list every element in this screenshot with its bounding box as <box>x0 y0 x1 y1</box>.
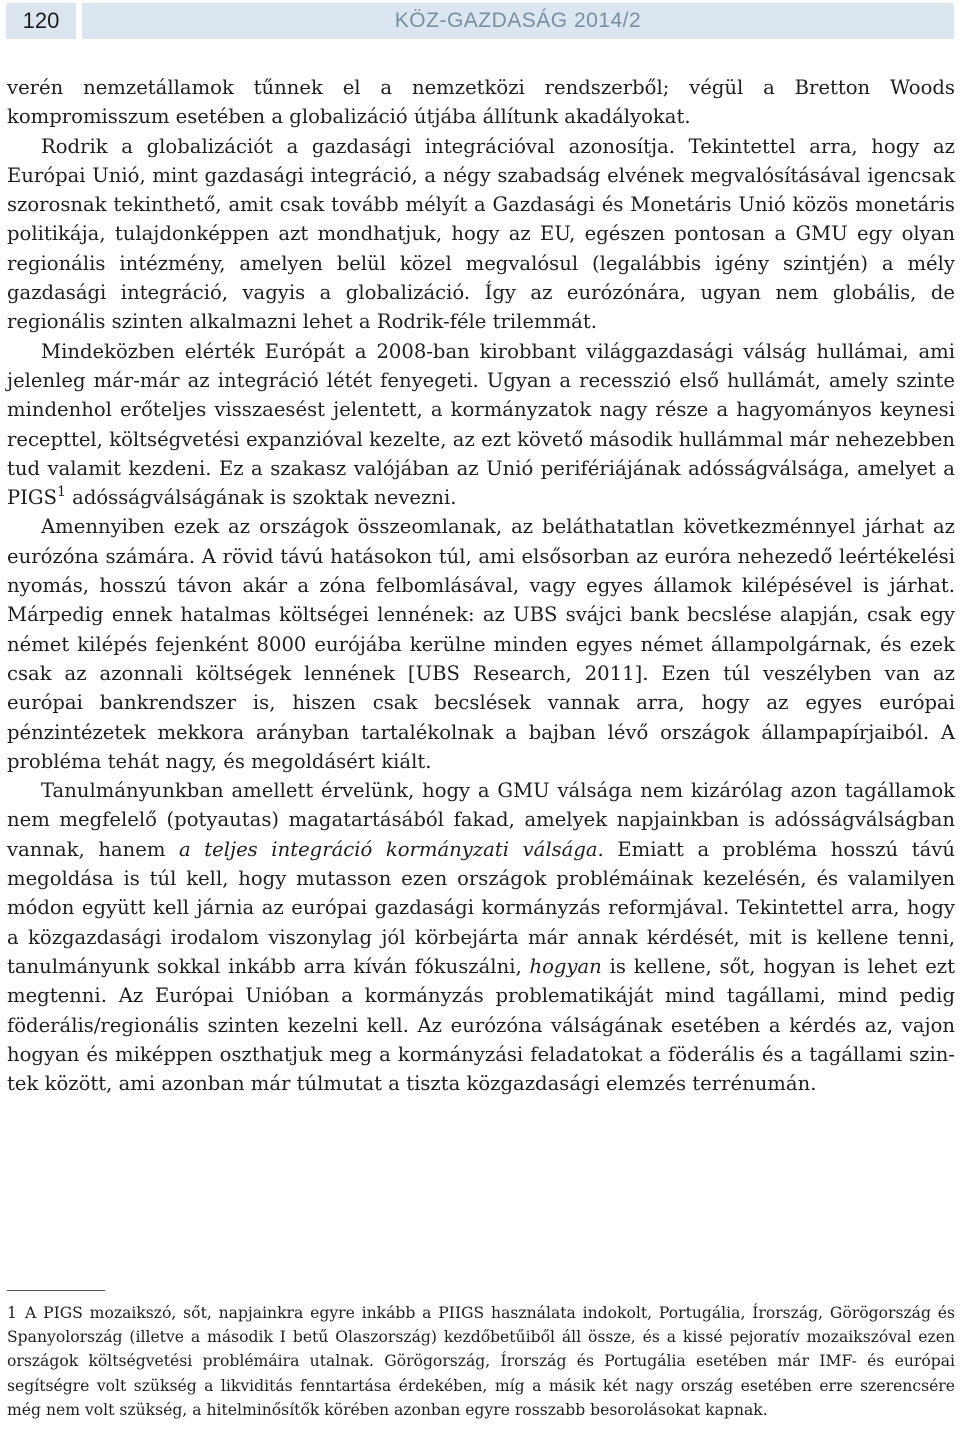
paragraph <box>7 73 955 132</box>
page-number <box>6 3 76 39</box>
text-run: Mindeközben elérték Európát a 2008-ban kirobbant világgazdasági válság hullámai, ami jelenleg már-már az integráció létét fenyegeti. Ugyan a recesszió első hullámát, amely szinte mindenhol erőteljes visszaesést jelentett, a kormányzatok nagy része a hagyományos keynesi recepttel, költségvetési expanzióval kezelte, az ezt követő második hullámmal már nehezebben tud valamit kezdeni. Ez a szakasz valójában az Unió perifériájának adósságválsága, amelyet a PIGS <box>7 339 955 510</box>
footnote-text: A PIGS mozaikszó, sőt, napjainkra egyre inkább a PIIGS használata indokolt, Portugália, Írország, Görögország és Spanyolország (illetve a második I betű Olaszország) kezdőbetűiből áll össze, és a kissé pejoratív mozaikszóval ezen országok költségvetési problémáira utalnak. Görögország, Írország és Portugália esetében már IMF- és európai segítségre volt szükség a likviditás fenntartása érdekében, míg a másik két nagy ország esetében erre szerencsére még nem volt szükség, a hitelminősítők körében azonban egyre rosszabb besorolásokat kapnak. <box>7 1304 955 1419</box>
text-run: is kellene, sőt, hogyan is lehet ezt megtenni. Az Európai Unióban a kormányzás problematikáját mind tagállami, mind pedig föderális/regionális szinten kezelni kell. Az eurózóna válságának esetében a kérdés az, vajon hogyan és miképpen oszthatjuk meg a kormányzási feladatokat a föderális és a tagállami szintek között, ami azonban már túlmutat a tiszta közgazdasági elemzés terrénumán. <box>7 954 955 1096</box>
paragraph <box>7 337 955 513</box>
text-run: Tanulmányunkban amellett érvelünk, hogy a GMU válsága nem kizárólag azon tagállamok nem megfelelő (potyautas) magatartásából fakad, amelyek napjainkban is adósságválságban vannak, hanem <box>7 779 955 861</box>
text-run: . Emiatt a probléma hosszú távú megoldása is túl kell, hogy mutasson ezen országok problémáinak kezelésén, és valamilyen módon együtt kell járnia az európai gazdasági kormányzás reformjával. Tekintettel arra, hogy a közgazdasági irodalom viszonylag jól körbejárta már annak kérdését, mit is kellene tenni, tanulmányunk sokkal inkább arra kíván fókuszálni, <box>7 837 955 978</box>
footnote-paragraph <box>7 1301 955 1422</box>
footnote <box>7 1301 955 1422</box>
footnote-reference: 1 <box>57 484 66 501</box>
footnote-number: 1 <box>7 1304 17 1322</box>
footnote-divider <box>7 1290 105 1291</box>
text-run: adósságválságának is szoktak nevezni. <box>65 486 457 510</box>
journal-title: KÖZ-GAZDASÁG 2014/2 <box>394 9 642 32</box>
article-body <box>7 73 955 1098</box>
emphasized-text: hogyan <box>529 954 602 978</box>
text-run: Rodrik a globalizációt a gazdasági integrációval azonosítja. Tekintettel arra, hogy az Európai Unió, mint gazdasági integráció, a négy szabadság elvének megvalósításával igencsak szorosnak tekinthető, amit csak tovább mélyít a Gazdasági és Monetáris Unió közös monetáris politikája, tulajdonképpen azt mondhatjuk, hogy az EU, egészen pontosan a GMU egy olyan regionális intézmény, amelyen belül közel megvalósul (legalábbis igény szintjén) a mély gazdasági integráció, vagyis a globalizáció. Így az eurózónára, ugyan nem globális, de regionális szinten alkalmazni lehet a Rodrik-féle trilemmát. <box>7 134 955 334</box>
text-run: Amennyiben ezek az országok összeomlanak, az beláthatatlan következménnyel járhat az eurózóna számára. A rövid távú hatásokon túl, ami elsősorban az euróra nehezedő leértékelési nyomás, hosszú távon akár a zóna felbomlásával, vagy egyes államok kilépésével is járhat. Márpedig ennek hatalmas költségei lennének: az UBS svájci bank becslése alapján, csak egy német kilépés fejenként 8000 eurójába kerülne minden egyes német állampolgárnak, és ezek csak az azonnali költségek lennének [UBS Research, 2011]. Ezen túl veszélyben van az európai bankrendszer is, hiszen csak becslések vannak arra, hogy az egyes európai pénzintézetek mekkora arányban tartalékolnak a bajban lévő országok állampapírjaiból. A probléma tehát nagy, és megoldásért kiált. <box>7 515 955 773</box>
page-number-text: 120 <box>22 8 60 33</box>
running-head <box>82 3 954 39</box>
paragraph <box>7 776 955 1098</box>
text-run: verén nemzetállamok tűnnek el a nemzetközi rendszerből; végül a Bretton Woods kompromisszum esetében a globalizáció útjába állítunk akadályokat. <box>7 76 955 129</box>
paragraph <box>7 132 955 337</box>
emphasized-text: a teljes integráció kormányzati válsága <box>179 837 598 861</box>
paragraph <box>7 512 955 776</box>
